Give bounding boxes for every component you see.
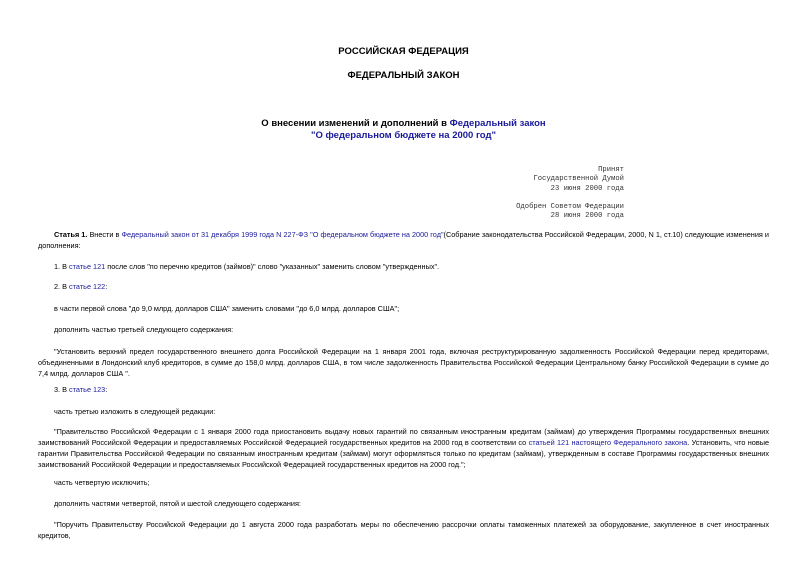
article-121-link[interactable]: статье 121 — [69, 262, 106, 271]
add-part-three-paragraph: дополнить частью третьей следующего содержания: — [54, 325, 234, 334]
article-1-pre: Внести в — [87, 230, 122, 239]
guarantees-post: . Установить, что новые гарантии Правительства Российской Федерации по связанным иностранным кредитам (займам) могут оформляться только по кредитам (займам), утвержденным в составе Программы государственных внешних заимствований Российской Федерации и предоставляемых Российской Федерацией государственных кредитов на 2000 год."; — [38, 438, 770, 469]
law-type-heading: ФЕДЕРАЛЬНЫЙ ЗАКОН — [347, 70, 460, 81]
article-122-link[interactable]: статье 122 — [69, 282, 106, 291]
duma-adoption-block — [533, 166, 624, 194]
item-2-post: : — [105, 282, 108, 291]
document-title-line2[interactable]: "О федеральном бюджете на 2000 год" — [310, 130, 497, 141]
article-1-paragraph — [38, 229, 769, 251]
accepted-label: Принят — [598, 166, 624, 174]
item-1-pre: 1. В — [54, 262, 70, 271]
add-parts-paragraph: дополнить частями четвертой, пятой и шестой следующего содержания: — [54, 499, 301, 508]
federal-law-title-link[interactable]: Федеральный закон — [449, 118, 546, 129]
country-heading: РОССИЙСКАЯ ФЕДЕРАЦИЯ — [338, 46, 469, 57]
part-three-paragraph: часть третью изложить в следующей редакции: — [54, 407, 216, 416]
item-1-post: после слов "по перечню кредитов (займов)" слово "указанных" заменить словом "утвержденных". — [105, 262, 440, 271]
item-1-paragraph — [38, 261, 769, 272]
item-2-pre: 2. В — [54, 282, 70, 291]
duma-date: 23 июня 2000 года — [550, 184, 624, 193]
federation-council-block — [516, 203, 624, 222]
article-123-link[interactable]: статье 123 — [69, 385, 106, 394]
item-2-paragraph — [38, 281, 769, 292]
fc-approved-label: Одобрен Советом Федерации — [516, 203, 624, 211]
document-title-line1 — [0, 118, 807, 129]
title-prefix: О внесении изменений и дополнений в — [261, 118, 450, 129]
item-3-pre: 3. В — [54, 385, 70, 394]
article-1-label: Статья 1. — [54, 230, 88, 239]
part-one-paragraph: в части первой слова "до 9,0 млрд. долларов США" заменить словами "до 6,0 млрд. долларов США"; — [54, 304, 400, 313]
article-121-this-law-link[interactable]: статьей 121 настоящего Федерального закона — [528, 438, 688, 447]
part-four-exclude-paragraph: часть четвертую исключить; — [54, 478, 150, 487]
fc-date: 28 июня 2000 года — [550, 212, 624, 221]
debt-limit-paragraph: "Установить верхний предел государственного внешнего долга Российской Федерации на 1 января 2001 года, включая реструктурированную задолженность Российской Федерации перед кредиторами, объединенными в Лондонский клуб кредиторов, в сумме до 158,0 млрд. долларов США, в том числе задолженность Правительства Российской Федерации Центральному банку Российской Федерации в сумме до 7,4 млрд. долларов США ". — [38, 347, 769, 378]
duma-label: Государственной Думой — [533, 175, 624, 184]
instruct-government-paragraph: "Поручить Правительству Российской Федерации до 1 августа 2000 года разработать меры по обеспечению рассрочки оплаты таможенных платежей за оборудование, закупленное в счет иностранных кредитов, — [38, 520, 769, 540]
item-3-post: : — [105, 385, 108, 394]
article-1-post: (Собрание законодательства Российской Федерации, 2000, N 1, ст.10) следующие изменения и дополнения: — [38, 230, 769, 250]
guarantees-paragraph — [38, 426, 769, 470]
guarantees-pre: "Правительство Российской Федерации с 1 января 2000 года приостановить выдачу новых гарантий по связанным иностранным кредитам (займам) до утверждения Программы государственных внешних заимствований Российской Федерации и предоставляемых Российской Федерацией государственных кредитов на 2000 год в соответствии со — [38, 427, 769, 447]
federal-law-227-link[interactable]: Федеральный закон от 31 декабря 1999 года N 227-ФЗ "О федеральном бюджете на 2000 год" — [121, 230, 444, 239]
item-3-paragraph — [38, 384, 769, 395]
